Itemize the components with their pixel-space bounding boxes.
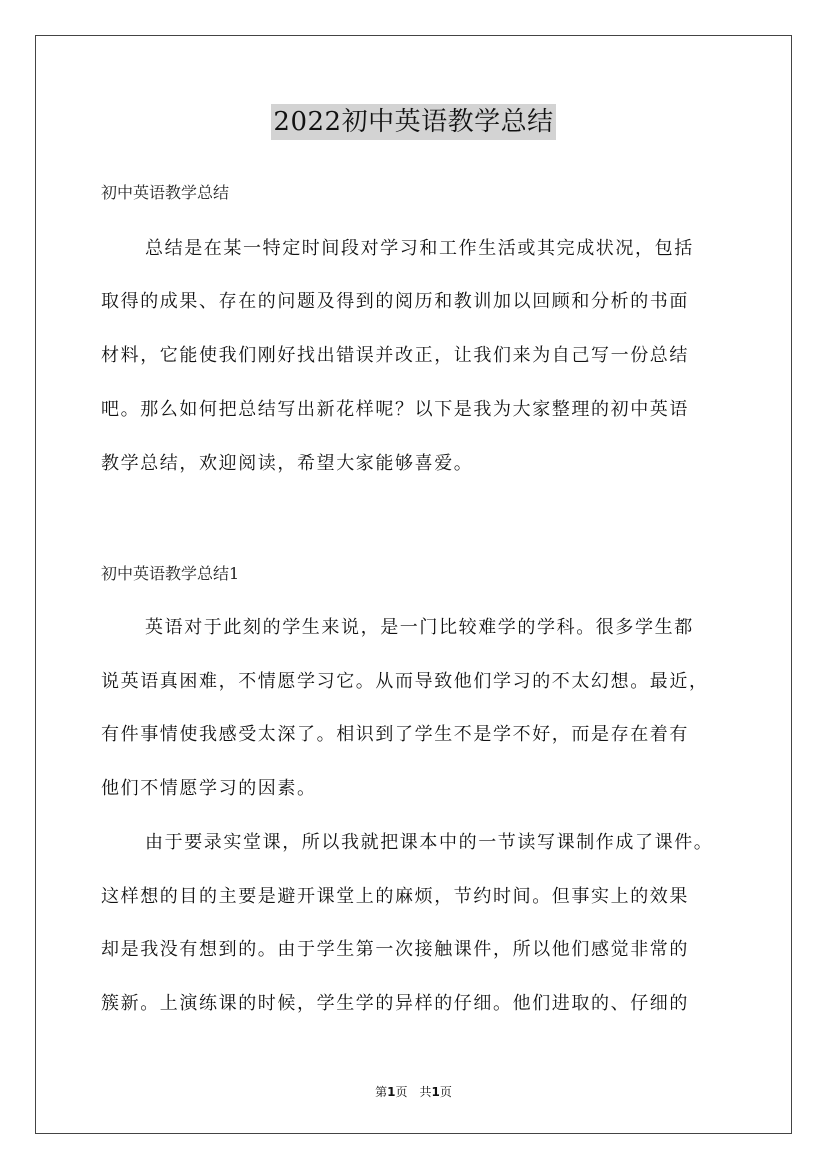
para1-line-4: 他们不情愿学习的因素。	[101, 778, 317, 799]
para1-line-1: 英语对于此刻的学生来说，是一门比较难学的学科。很多学生都	[145, 617, 694, 638]
intro-line-2: 取得的成果、存在的问题及得到的阅历和教训加以回顾和分析的书面	[101, 291, 689, 312]
document-title: 2022初中英语教学总结	[271, 104, 555, 140]
page-footer	[0, 1083, 827, 1101]
para1-line-2: 说英语真困难，不情愿学习它。从而导致他们学习的不太幻想。最近，	[101, 671, 709, 692]
intro-line-3: 材料，它能使我们刚好找出错误并改正，让我们来为自己写一份总结	[101, 345, 689, 366]
intro-line-1: 总结是在某一特定时间段对学习和工作生活或其完成状况，包括	[145, 238, 694, 259]
footer-page-suffix: 页	[439, 1085, 452, 1099]
footer-page-total: 1	[431, 1085, 440, 1099]
intro-line-5: 教学总结，欢迎阅读，希望大家能够喜爱。	[101, 453, 474, 474]
para2-line-4: 簇新。上演练课的时候，学生学的异样的仔细。他们进取的、仔细的	[101, 993, 689, 1014]
title-wrap	[0, 104, 827, 140]
section-heading-1: 初中英语教学总结1	[101, 564, 240, 583]
para1-line-3: 有件事情使我感受太深了。相识到了学生不是学不好，而是存在着有	[101, 724, 689, 745]
intro-line-4: 吧。那么如何把总结写出新花样呢？以下是我为大家整理的初中英语	[101, 399, 689, 420]
footer-page-current: 1	[387, 1085, 396, 1099]
footer-page-mid: 页 共	[395, 1085, 432, 1099]
footer-page-prefix: 第	[375, 1085, 388, 1099]
section-heading-intro: 初中英语教学总结	[101, 183, 230, 202]
para2-line-1: 由于要录实堂课，所以我就把课本中的一节读写课制作成了课件。	[145, 832, 714, 853]
para2-line-3: 却是我没有想到的。由于学生第一次接触课件，所以他们感觉非常的	[101, 939, 689, 960]
para2-line-2: 这样想的目的主要是避开课堂上的麻烦，节约时间。但事实上的效果	[101, 886, 689, 907]
